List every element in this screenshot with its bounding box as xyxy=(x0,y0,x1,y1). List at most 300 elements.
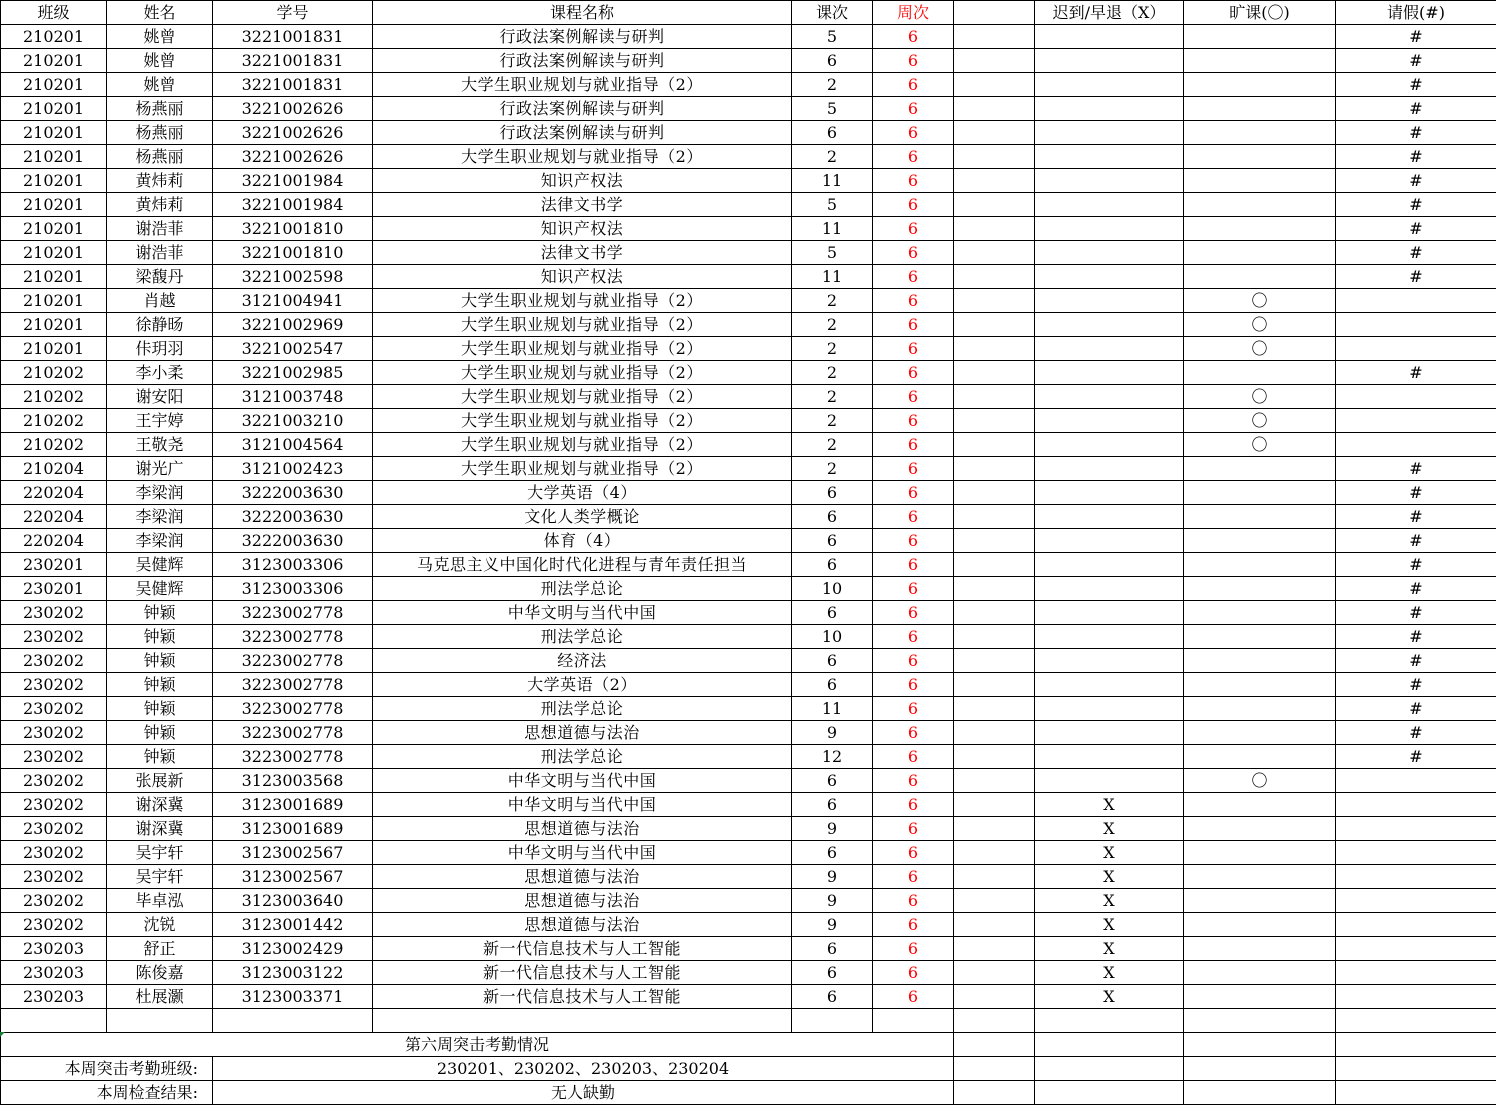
name-cell[interactable]: 李梁润 xyxy=(107,481,213,505)
cell[interactable] xyxy=(1,1009,107,1033)
absent-cell[interactable]: 〇 xyxy=(1184,289,1336,313)
course-cell[interactable]: 行政法案例解读与研判 xyxy=(373,121,792,145)
week-cell[interactable]: 6 xyxy=(873,433,954,457)
week-cell[interactable]: 6 xyxy=(873,889,954,913)
student-id-cell[interactable]: 3123003122 xyxy=(213,961,373,985)
period-cell[interactable]: 2 xyxy=(792,289,873,313)
cell[interactable] xyxy=(792,1009,873,1033)
late-cell[interactable] xyxy=(1035,241,1184,265)
late-cell[interactable]: X xyxy=(1035,985,1184,1009)
student-id-cell[interactable]: 3221002626 xyxy=(213,145,373,169)
leave-cell[interactable]: # xyxy=(1336,553,1496,577)
student-id-cell[interactable]: 3221002969 xyxy=(213,313,373,337)
name-cell[interactable]: 姚曾 xyxy=(107,49,213,73)
name-cell[interactable]: 姚曾 xyxy=(107,73,213,97)
student-id-cell[interactable]: 3123003371 xyxy=(213,985,373,1009)
student-id-cell[interactable]: 3222003630 xyxy=(213,481,373,505)
late-cell[interactable] xyxy=(1035,481,1184,505)
late-cell[interactable]: X xyxy=(1035,865,1184,889)
absent-cell[interactable] xyxy=(1184,217,1336,241)
week-cell[interactable]: 6 xyxy=(873,457,954,481)
week-cell[interactable]: 6 xyxy=(873,793,954,817)
absent-cell[interactable] xyxy=(1184,457,1336,481)
blank-cell[interactable] xyxy=(954,601,1035,625)
class-cell[interactable]: 230202 xyxy=(1,697,107,721)
name-cell[interactable]: 黄炜莉 xyxy=(107,193,213,217)
leave-cell[interactable] xyxy=(1336,409,1496,433)
course-cell[interactable]: 体育（4） xyxy=(373,529,792,553)
absent-cell[interactable] xyxy=(1184,49,1336,73)
student-id-cell[interactable]: 3223002778 xyxy=(213,745,373,769)
cell[interactable] xyxy=(1336,1009,1496,1033)
student-id-cell[interactable]: 3221003210 xyxy=(213,409,373,433)
name-cell[interactable]: 吴宇轩 xyxy=(107,841,213,865)
late-cell[interactable] xyxy=(1035,457,1184,481)
late-cell[interactable] xyxy=(1035,769,1184,793)
name-cell[interactable]: 钟颖 xyxy=(107,601,213,625)
late-cell[interactable] xyxy=(1035,649,1184,673)
course-cell[interactable]: 新一代信息技术与人工智能 xyxy=(373,937,792,961)
student-id-cell[interactable]: 3221002598 xyxy=(213,265,373,289)
period-cell[interactable]: 9 xyxy=(792,817,873,841)
blank-cell[interactable] xyxy=(954,937,1035,961)
late-cell[interactable]: X xyxy=(1035,889,1184,913)
leave-cell[interactable]: # xyxy=(1336,577,1496,601)
student-id-cell[interactable]: 3121004564 xyxy=(213,433,373,457)
blank-cell[interactable] xyxy=(954,97,1035,121)
blank-cell[interactable] xyxy=(954,769,1035,793)
course-cell[interactable]: 知识产权法 xyxy=(373,217,792,241)
course-cell[interactable]: 大学生职业规划与就业指导（2） xyxy=(373,433,792,457)
cell[interactable] xyxy=(107,1009,213,1033)
student-id-cell[interactable]: 3223002778 xyxy=(213,649,373,673)
blank-cell[interactable] xyxy=(954,73,1035,97)
week-cell[interactable]: 6 xyxy=(873,649,954,673)
name-cell[interactable]: 钟颖 xyxy=(107,697,213,721)
student-id-cell[interactable]: 3221001810 xyxy=(213,217,373,241)
course-cell[interactable]: 刑法学总论 xyxy=(373,577,792,601)
blank-cell[interactable] xyxy=(954,145,1035,169)
student-id-cell[interactable]: 3223002778 xyxy=(213,721,373,745)
period-cell[interactable]: 10 xyxy=(792,577,873,601)
blank-cell[interactable] xyxy=(954,673,1035,697)
course-cell[interactable]: 中华文明与当代中国 xyxy=(373,769,792,793)
cell[interactable] xyxy=(373,1009,792,1033)
student-id-cell[interactable]: 3123003568 xyxy=(213,769,373,793)
week-cell[interactable]: 6 xyxy=(873,577,954,601)
name-cell[interactable]: 王宇婷 xyxy=(107,409,213,433)
late-cell[interactable] xyxy=(1035,553,1184,577)
absent-cell[interactable] xyxy=(1184,25,1336,49)
class-cell[interactable]: 210201 xyxy=(1,97,107,121)
course-cell[interactable]: 行政法案例解读与研判 xyxy=(373,49,792,73)
late-cell[interactable] xyxy=(1035,433,1184,457)
late-cell[interactable] xyxy=(1035,505,1184,529)
absent-cell[interactable] xyxy=(1184,121,1336,145)
name-cell[interactable]: 杨燕丽 xyxy=(107,97,213,121)
blank-cell[interactable] xyxy=(954,841,1035,865)
absent-cell[interactable] xyxy=(1184,913,1336,937)
name-cell[interactable]: 毕卓泓 xyxy=(107,889,213,913)
late-cell[interactable] xyxy=(1035,145,1184,169)
summary-result-value[interactable]: 无人缺勤 xyxy=(213,1081,954,1105)
class-cell[interactable]: 230203 xyxy=(1,937,107,961)
cell[interactable] xyxy=(1035,1057,1184,1081)
leave-cell[interactable] xyxy=(1336,985,1496,1009)
student-id-cell[interactable]: 3123002429 xyxy=(213,937,373,961)
period-cell[interactable]: 9 xyxy=(792,889,873,913)
leave-cell[interactable]: # xyxy=(1336,49,1496,73)
week-cell[interactable]: 6 xyxy=(873,553,954,577)
student-id-cell[interactable]: 3221001810 xyxy=(213,241,373,265)
summary-classes-label[interactable]: 本周突击考勤班级: xyxy=(1,1057,213,1081)
blank-cell[interactable] xyxy=(954,985,1035,1009)
course-cell[interactable]: 大学生职业规划与就业指导（2） xyxy=(373,457,792,481)
name-cell[interactable]: 谢浩菲 xyxy=(107,217,213,241)
week-cell[interactable]: 6 xyxy=(873,49,954,73)
week-cell[interactable]: 6 xyxy=(873,745,954,769)
absent-cell[interactable] xyxy=(1184,985,1336,1009)
course-cell[interactable]: 马克思主义中国化时代化进程与青年责任担当 xyxy=(373,553,792,577)
week-cell[interactable]: 6 xyxy=(873,985,954,1009)
period-cell[interactable]: 2 xyxy=(792,457,873,481)
period-cell[interactable]: 2 xyxy=(792,409,873,433)
leave-cell[interactable]: # xyxy=(1336,121,1496,145)
late-cell[interactable] xyxy=(1035,745,1184,769)
name-cell[interactable]: 谢深冀 xyxy=(107,793,213,817)
summary-title[interactable]: 第六周突击考勤情况 xyxy=(1,1033,954,1057)
period-cell[interactable]: 5 xyxy=(792,241,873,265)
class-cell[interactable]: 210201 xyxy=(1,289,107,313)
student-id-cell[interactable]: 3121004941 xyxy=(213,289,373,313)
student-id-cell[interactable]: 3123001689 xyxy=(213,793,373,817)
course-cell[interactable]: 行政法案例解读与研判 xyxy=(373,97,792,121)
week-cell[interactable]: 6 xyxy=(873,289,954,313)
class-cell[interactable]: 210201 xyxy=(1,265,107,289)
leave-cell[interactable] xyxy=(1336,793,1496,817)
class-cell[interactable]: 210201 xyxy=(1,25,107,49)
class-cell[interactable]: 210201 xyxy=(1,121,107,145)
cell[interactable] xyxy=(1336,1033,1496,1057)
week-cell[interactable]: 6 xyxy=(873,217,954,241)
blank-cell[interactable] xyxy=(954,481,1035,505)
period-cell[interactable]: 9 xyxy=(792,865,873,889)
leave-cell[interactable]: # xyxy=(1336,505,1496,529)
absent-cell[interactable]: 〇 xyxy=(1184,433,1336,457)
late-cell[interactable]: X xyxy=(1035,793,1184,817)
late-cell[interactable]: X xyxy=(1035,937,1184,961)
leave-cell[interactable]: # xyxy=(1336,73,1496,97)
student-id-cell[interactable]: 3123001442 xyxy=(213,913,373,937)
absent-cell[interactable] xyxy=(1184,169,1336,193)
leave-cell[interactable]: # xyxy=(1336,481,1496,505)
summary-classes-value[interactable]: 230201、230202、230203、230204 xyxy=(213,1057,954,1081)
period-cell[interactable]: 9 xyxy=(792,913,873,937)
class-cell[interactable]: 210201 xyxy=(1,145,107,169)
period-cell[interactable]: 5 xyxy=(792,25,873,49)
period-cell[interactable]: 2 xyxy=(792,385,873,409)
late-cell[interactable] xyxy=(1035,625,1184,649)
absent-cell[interactable] xyxy=(1184,361,1336,385)
cell[interactable] xyxy=(213,1009,373,1033)
leave-cell[interactable]: # xyxy=(1336,529,1496,553)
blank-cell[interactable] xyxy=(954,313,1035,337)
student-id-cell[interactable]: 3221002626 xyxy=(213,97,373,121)
cell[interactable] xyxy=(1184,1009,1336,1033)
late-cell[interactable]: X xyxy=(1035,961,1184,985)
course-cell[interactable]: 行政法案例解读与研判 xyxy=(373,25,792,49)
leave-cell[interactable]: # xyxy=(1336,721,1496,745)
name-cell[interactable]: 佧玥羽 xyxy=(107,337,213,361)
class-cell[interactable]: 230202 xyxy=(1,721,107,745)
blank-cell[interactable] xyxy=(954,289,1035,313)
late-cell[interactable] xyxy=(1035,385,1184,409)
cell[interactable] xyxy=(1336,1081,1496,1105)
blank-cell[interactable] xyxy=(954,49,1035,73)
course-cell[interactable]: 思想道德与法治 xyxy=(373,721,792,745)
week-cell[interactable]: 6 xyxy=(873,169,954,193)
student-id-cell[interactable]: 3121003748 xyxy=(213,385,373,409)
name-cell[interactable]: 吴健辉 xyxy=(107,577,213,601)
absent-cell[interactable] xyxy=(1184,673,1336,697)
absent-cell[interactable] xyxy=(1184,553,1336,577)
course-cell[interactable]: 经济法 xyxy=(373,649,792,673)
blank-cell[interactable] xyxy=(954,193,1035,217)
late-cell[interactable] xyxy=(1035,361,1184,385)
absent-cell[interactable]: 〇 xyxy=(1184,385,1336,409)
leave-cell[interactable]: # xyxy=(1336,169,1496,193)
course-cell[interactable]: 大学生职业规划与就业指导（2） xyxy=(373,73,792,97)
blank-cell[interactable] xyxy=(954,433,1035,457)
week-cell[interactable]: 6 xyxy=(873,409,954,433)
week-cell[interactable]: 6 xyxy=(873,865,954,889)
absent-cell[interactable] xyxy=(1184,97,1336,121)
class-cell[interactable]: 230202 xyxy=(1,625,107,649)
blank-cell[interactable] xyxy=(954,721,1035,745)
name-cell[interactable]: 谢浩菲 xyxy=(107,241,213,265)
blank-cell[interactable] xyxy=(954,241,1035,265)
absent-cell[interactable] xyxy=(1184,841,1336,865)
course-cell[interactable]: 大学生职业规划与就业指导（2） xyxy=(373,409,792,433)
absent-cell[interactable] xyxy=(1184,265,1336,289)
period-cell[interactable]: 2 xyxy=(792,361,873,385)
late-cell[interactable] xyxy=(1035,289,1184,313)
period-cell[interactable]: 5 xyxy=(792,193,873,217)
period-cell[interactable]: 6 xyxy=(792,649,873,673)
week-cell[interactable]: 6 xyxy=(873,529,954,553)
leave-cell[interactable] xyxy=(1336,865,1496,889)
name-cell[interactable]: 吴宇轩 xyxy=(107,865,213,889)
course-cell[interactable]: 法律文书学 xyxy=(373,193,792,217)
leave-cell[interactable]: # xyxy=(1336,673,1496,697)
blank-cell[interactable] xyxy=(954,361,1035,385)
cell[interactable] xyxy=(1184,1081,1336,1105)
course-cell[interactable]: 新一代信息技术与人工智能 xyxy=(373,985,792,1009)
cell[interactable] xyxy=(1035,1033,1184,1057)
late-cell[interactable] xyxy=(1035,217,1184,241)
course-cell[interactable]: 思想道德与法治 xyxy=(373,889,792,913)
period-cell[interactable]: 6 xyxy=(792,793,873,817)
name-cell[interactable]: 谢安阳 xyxy=(107,385,213,409)
late-cell[interactable]: X xyxy=(1035,841,1184,865)
leave-cell[interactable]: # xyxy=(1336,697,1496,721)
week-cell[interactable]: 6 xyxy=(873,601,954,625)
name-cell[interactable]: 黄炜莉 xyxy=(107,169,213,193)
blank-cell[interactable] xyxy=(954,265,1035,289)
period-cell[interactable]: 6 xyxy=(792,49,873,73)
student-id-cell[interactable]: 3123002567 xyxy=(213,841,373,865)
blank-cell[interactable] xyxy=(954,457,1035,481)
late-cell[interactable] xyxy=(1035,313,1184,337)
period-cell[interactable]: 6 xyxy=(792,505,873,529)
leave-cell[interactable] xyxy=(1336,289,1496,313)
leave-cell[interactable] xyxy=(1336,385,1496,409)
course-cell[interactable]: 刑法学总论 xyxy=(373,625,792,649)
late-cell[interactable] xyxy=(1035,49,1184,73)
blank-cell[interactable] xyxy=(954,817,1035,841)
late-cell[interactable] xyxy=(1035,97,1184,121)
blank-cell[interactable] xyxy=(954,913,1035,937)
class-cell[interactable]: 230203 xyxy=(1,985,107,1009)
student-id-cell[interactable]: 3123001689 xyxy=(213,817,373,841)
week-cell[interactable]: 6 xyxy=(873,913,954,937)
period-cell[interactable]: 6 xyxy=(792,841,873,865)
week-cell[interactable]: 6 xyxy=(873,241,954,265)
week-cell[interactable]: 6 xyxy=(873,121,954,145)
class-cell[interactable]: 210204 xyxy=(1,457,107,481)
class-cell[interactable]: 230202 xyxy=(1,601,107,625)
absent-cell[interactable] xyxy=(1184,697,1336,721)
period-cell[interactable]: 6 xyxy=(792,481,873,505)
name-cell[interactable]: 肖越 xyxy=(107,289,213,313)
course-cell[interactable]: 大学英语（2） xyxy=(373,673,792,697)
week-cell[interactable]: 6 xyxy=(873,961,954,985)
period-cell[interactable]: 11 xyxy=(792,265,873,289)
absent-cell[interactable] xyxy=(1184,241,1336,265)
absent-cell[interactable] xyxy=(1184,937,1336,961)
student-id-cell[interactable]: 3123003306 xyxy=(213,553,373,577)
late-cell[interactable] xyxy=(1035,121,1184,145)
course-cell[interactable]: 思想道德与法治 xyxy=(373,865,792,889)
blank-cell[interactable] xyxy=(954,745,1035,769)
student-id-cell[interactable]: 3223002778 xyxy=(213,625,373,649)
course-cell[interactable]: 知识产权法 xyxy=(373,265,792,289)
student-id-cell[interactable]: 3221002547 xyxy=(213,337,373,361)
class-cell[interactable]: 210202 xyxy=(1,361,107,385)
week-cell[interactable]: 6 xyxy=(873,841,954,865)
period-cell[interactable]: 6 xyxy=(792,673,873,697)
absent-cell[interactable]: 〇 xyxy=(1184,337,1336,361)
name-cell[interactable]: 李梁润 xyxy=(107,505,213,529)
class-cell[interactable]: 210201 xyxy=(1,49,107,73)
absent-cell[interactable] xyxy=(1184,145,1336,169)
student-id-cell[interactable]: 3223002778 xyxy=(213,697,373,721)
late-cell[interactable] xyxy=(1035,73,1184,97)
leave-cell[interactable] xyxy=(1336,889,1496,913)
period-cell[interactable]: 6 xyxy=(792,553,873,577)
cell[interactable] xyxy=(873,1009,954,1033)
name-cell[interactable]: 陈俊嘉 xyxy=(107,961,213,985)
student-id-cell[interactable]: 3221001831 xyxy=(213,25,373,49)
late-cell[interactable] xyxy=(1035,721,1184,745)
week-cell[interactable]: 6 xyxy=(873,265,954,289)
class-cell[interactable]: 210201 xyxy=(1,169,107,193)
name-cell[interactable]: 沈锐 xyxy=(107,913,213,937)
leave-cell[interactable]: # xyxy=(1336,649,1496,673)
absent-cell[interactable] xyxy=(1184,889,1336,913)
name-cell[interactable]: 钟颖 xyxy=(107,625,213,649)
class-cell[interactable]: 210201 xyxy=(1,241,107,265)
course-cell[interactable]: 大学英语（4） xyxy=(373,481,792,505)
period-cell[interactable]: 2 xyxy=(792,433,873,457)
blank-cell[interactable] xyxy=(954,697,1035,721)
course-cell[interactable]: 大学生职业规划与就业指导（2） xyxy=(373,337,792,361)
period-cell[interactable]: 6 xyxy=(792,961,873,985)
blank-cell[interactable] xyxy=(954,793,1035,817)
late-cell[interactable] xyxy=(1035,337,1184,361)
course-cell[interactable]: 中华文明与当代中国 xyxy=(373,841,792,865)
blank-cell[interactable] xyxy=(954,169,1035,193)
name-cell[interactable]: 钟颖 xyxy=(107,745,213,769)
leave-cell[interactable] xyxy=(1336,937,1496,961)
name-cell[interactable]: 舒正 xyxy=(107,937,213,961)
absent-cell[interactable] xyxy=(1184,505,1336,529)
name-cell[interactable]: 杜展灏 xyxy=(107,985,213,1009)
course-cell[interactable]: 思想道德与法治 xyxy=(373,817,792,841)
name-cell[interactable]: 梁馥丹 xyxy=(107,265,213,289)
week-cell[interactable]: 6 xyxy=(873,697,954,721)
class-cell[interactable]: 210202 xyxy=(1,385,107,409)
week-cell[interactable]: 6 xyxy=(873,313,954,337)
absent-cell[interactable] xyxy=(1184,73,1336,97)
absent-cell[interactable] xyxy=(1184,649,1336,673)
student-id-cell[interactable]: 3222003630 xyxy=(213,529,373,553)
name-cell[interactable]: 徐静旸 xyxy=(107,313,213,337)
student-id-cell[interactable]: 3123003306 xyxy=(213,577,373,601)
week-cell[interactable]: 6 xyxy=(873,25,954,49)
late-cell[interactable] xyxy=(1035,409,1184,433)
course-cell[interactable]: 中华文明与当代中国 xyxy=(373,793,792,817)
late-cell[interactable]: X xyxy=(1035,817,1184,841)
class-cell[interactable]: 230202 xyxy=(1,889,107,913)
period-cell[interactable]: 6 xyxy=(792,121,873,145)
leave-cell[interactable]: # xyxy=(1336,241,1496,265)
name-cell[interactable]: 谢光广 xyxy=(107,457,213,481)
name-cell[interactable]: 李梁润 xyxy=(107,529,213,553)
blank-cell[interactable] xyxy=(954,577,1035,601)
class-cell[interactable]: 210201 xyxy=(1,217,107,241)
late-cell[interactable] xyxy=(1035,25,1184,49)
name-cell[interactable]: 杨燕丽 xyxy=(107,121,213,145)
student-id-cell[interactable]: 3223002778 xyxy=(213,673,373,697)
class-cell[interactable]: 230202 xyxy=(1,769,107,793)
blank-cell[interactable] xyxy=(954,889,1035,913)
student-id-cell[interactable]: 3221001831 xyxy=(213,49,373,73)
class-cell[interactable]: 230202 xyxy=(1,745,107,769)
cell[interactable] xyxy=(1035,1009,1184,1033)
week-cell[interactable]: 6 xyxy=(873,505,954,529)
absent-cell[interactable]: 〇 xyxy=(1184,409,1336,433)
blank-cell[interactable] xyxy=(954,505,1035,529)
blank-cell[interactable] xyxy=(954,649,1035,673)
absent-cell[interactable] xyxy=(1184,481,1336,505)
absent-cell[interactable] xyxy=(1184,601,1336,625)
period-cell[interactable]: 6 xyxy=(792,529,873,553)
week-cell[interactable]: 6 xyxy=(873,73,954,97)
period-cell[interactable]: 6 xyxy=(792,937,873,961)
week-cell[interactable]: 6 xyxy=(873,673,954,697)
name-cell[interactable]: 吴健辉 xyxy=(107,553,213,577)
